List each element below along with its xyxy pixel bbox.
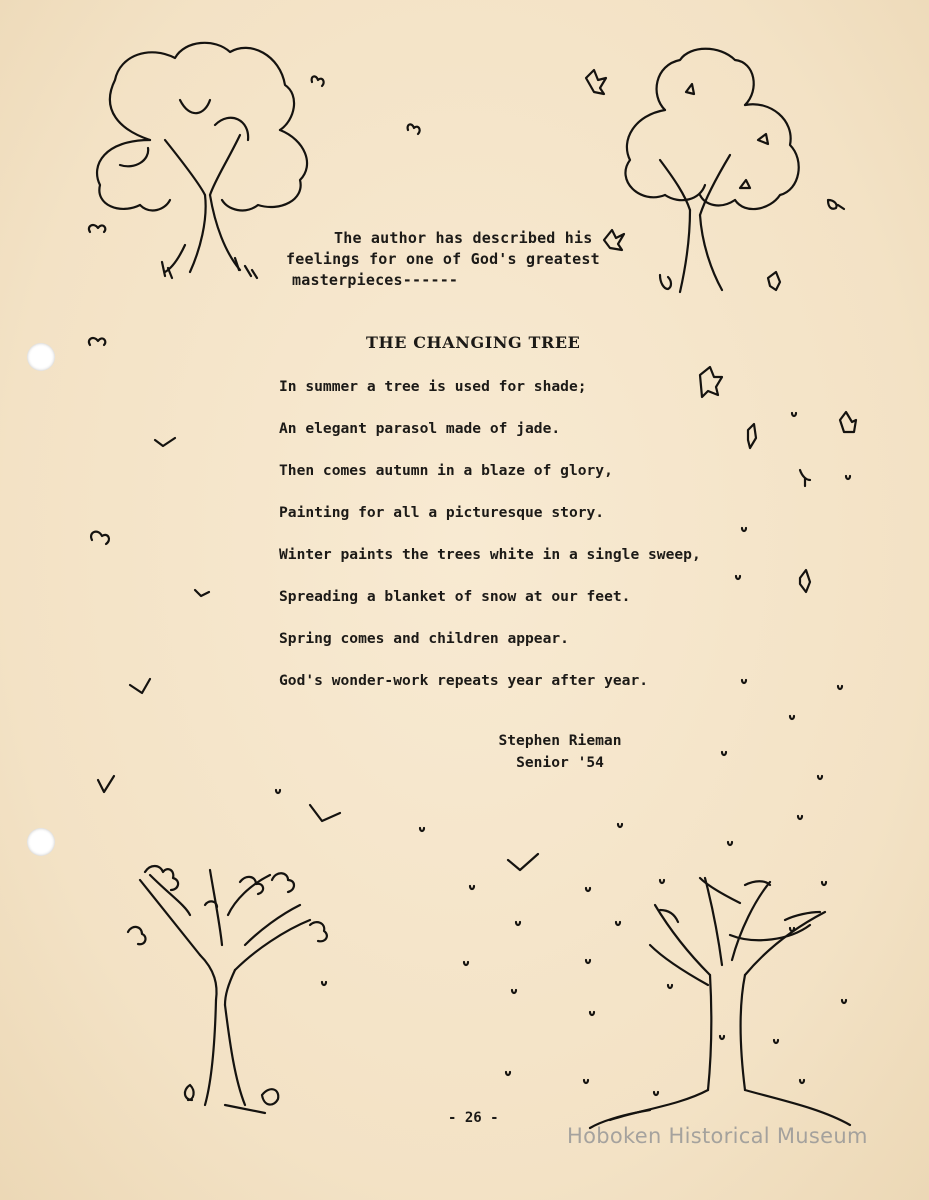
author-introduction: [286, 228, 626, 291]
page-number: - 26 -: [448, 1110, 499, 1126]
summer-tree-icon: [97, 43, 307, 278]
poem-line: An elegant parasol made of jade.: [279, 420, 561, 437]
intro-line-1: The author has described his: [334, 229, 593, 247]
intro-line-3: masterpieces------: [292, 271, 459, 289]
poem-line: Then comes autumn in a blaze of glory,: [279, 462, 613, 479]
poem-title: THE CHANGING TREE: [366, 333, 581, 352]
poem-body: [279, 376, 739, 712]
poem-line: Winter paints the trees white in a single sweep,: [279, 546, 701, 563]
poem-line: Painting for all a picturesque story.: [279, 504, 605, 521]
author-name: Stephen Rieman: [498, 732, 622, 749]
poem-line: In summer a tree is used for shade;: [279, 378, 587, 395]
spring-tree-icon: [128, 866, 327, 1113]
author-signature: [470, 730, 650, 774]
museum-watermark: Hoboken Historical Museum: [567, 1124, 868, 1148]
poem-line: Spreading a blanket of snow at our feet.: [279, 588, 631, 605]
author-class: Senior '54: [516, 754, 604, 771]
intro-line-2: feelings for one of God's greatest: [286, 250, 600, 268]
winter-tree-icon: [590, 878, 850, 1128]
poem-line: God's wonder-work repeats year after year.: [279, 672, 649, 689]
autumn-tree-icon: [625, 49, 798, 292]
poem-line: Spring comes and children appear.: [279, 630, 569, 647]
